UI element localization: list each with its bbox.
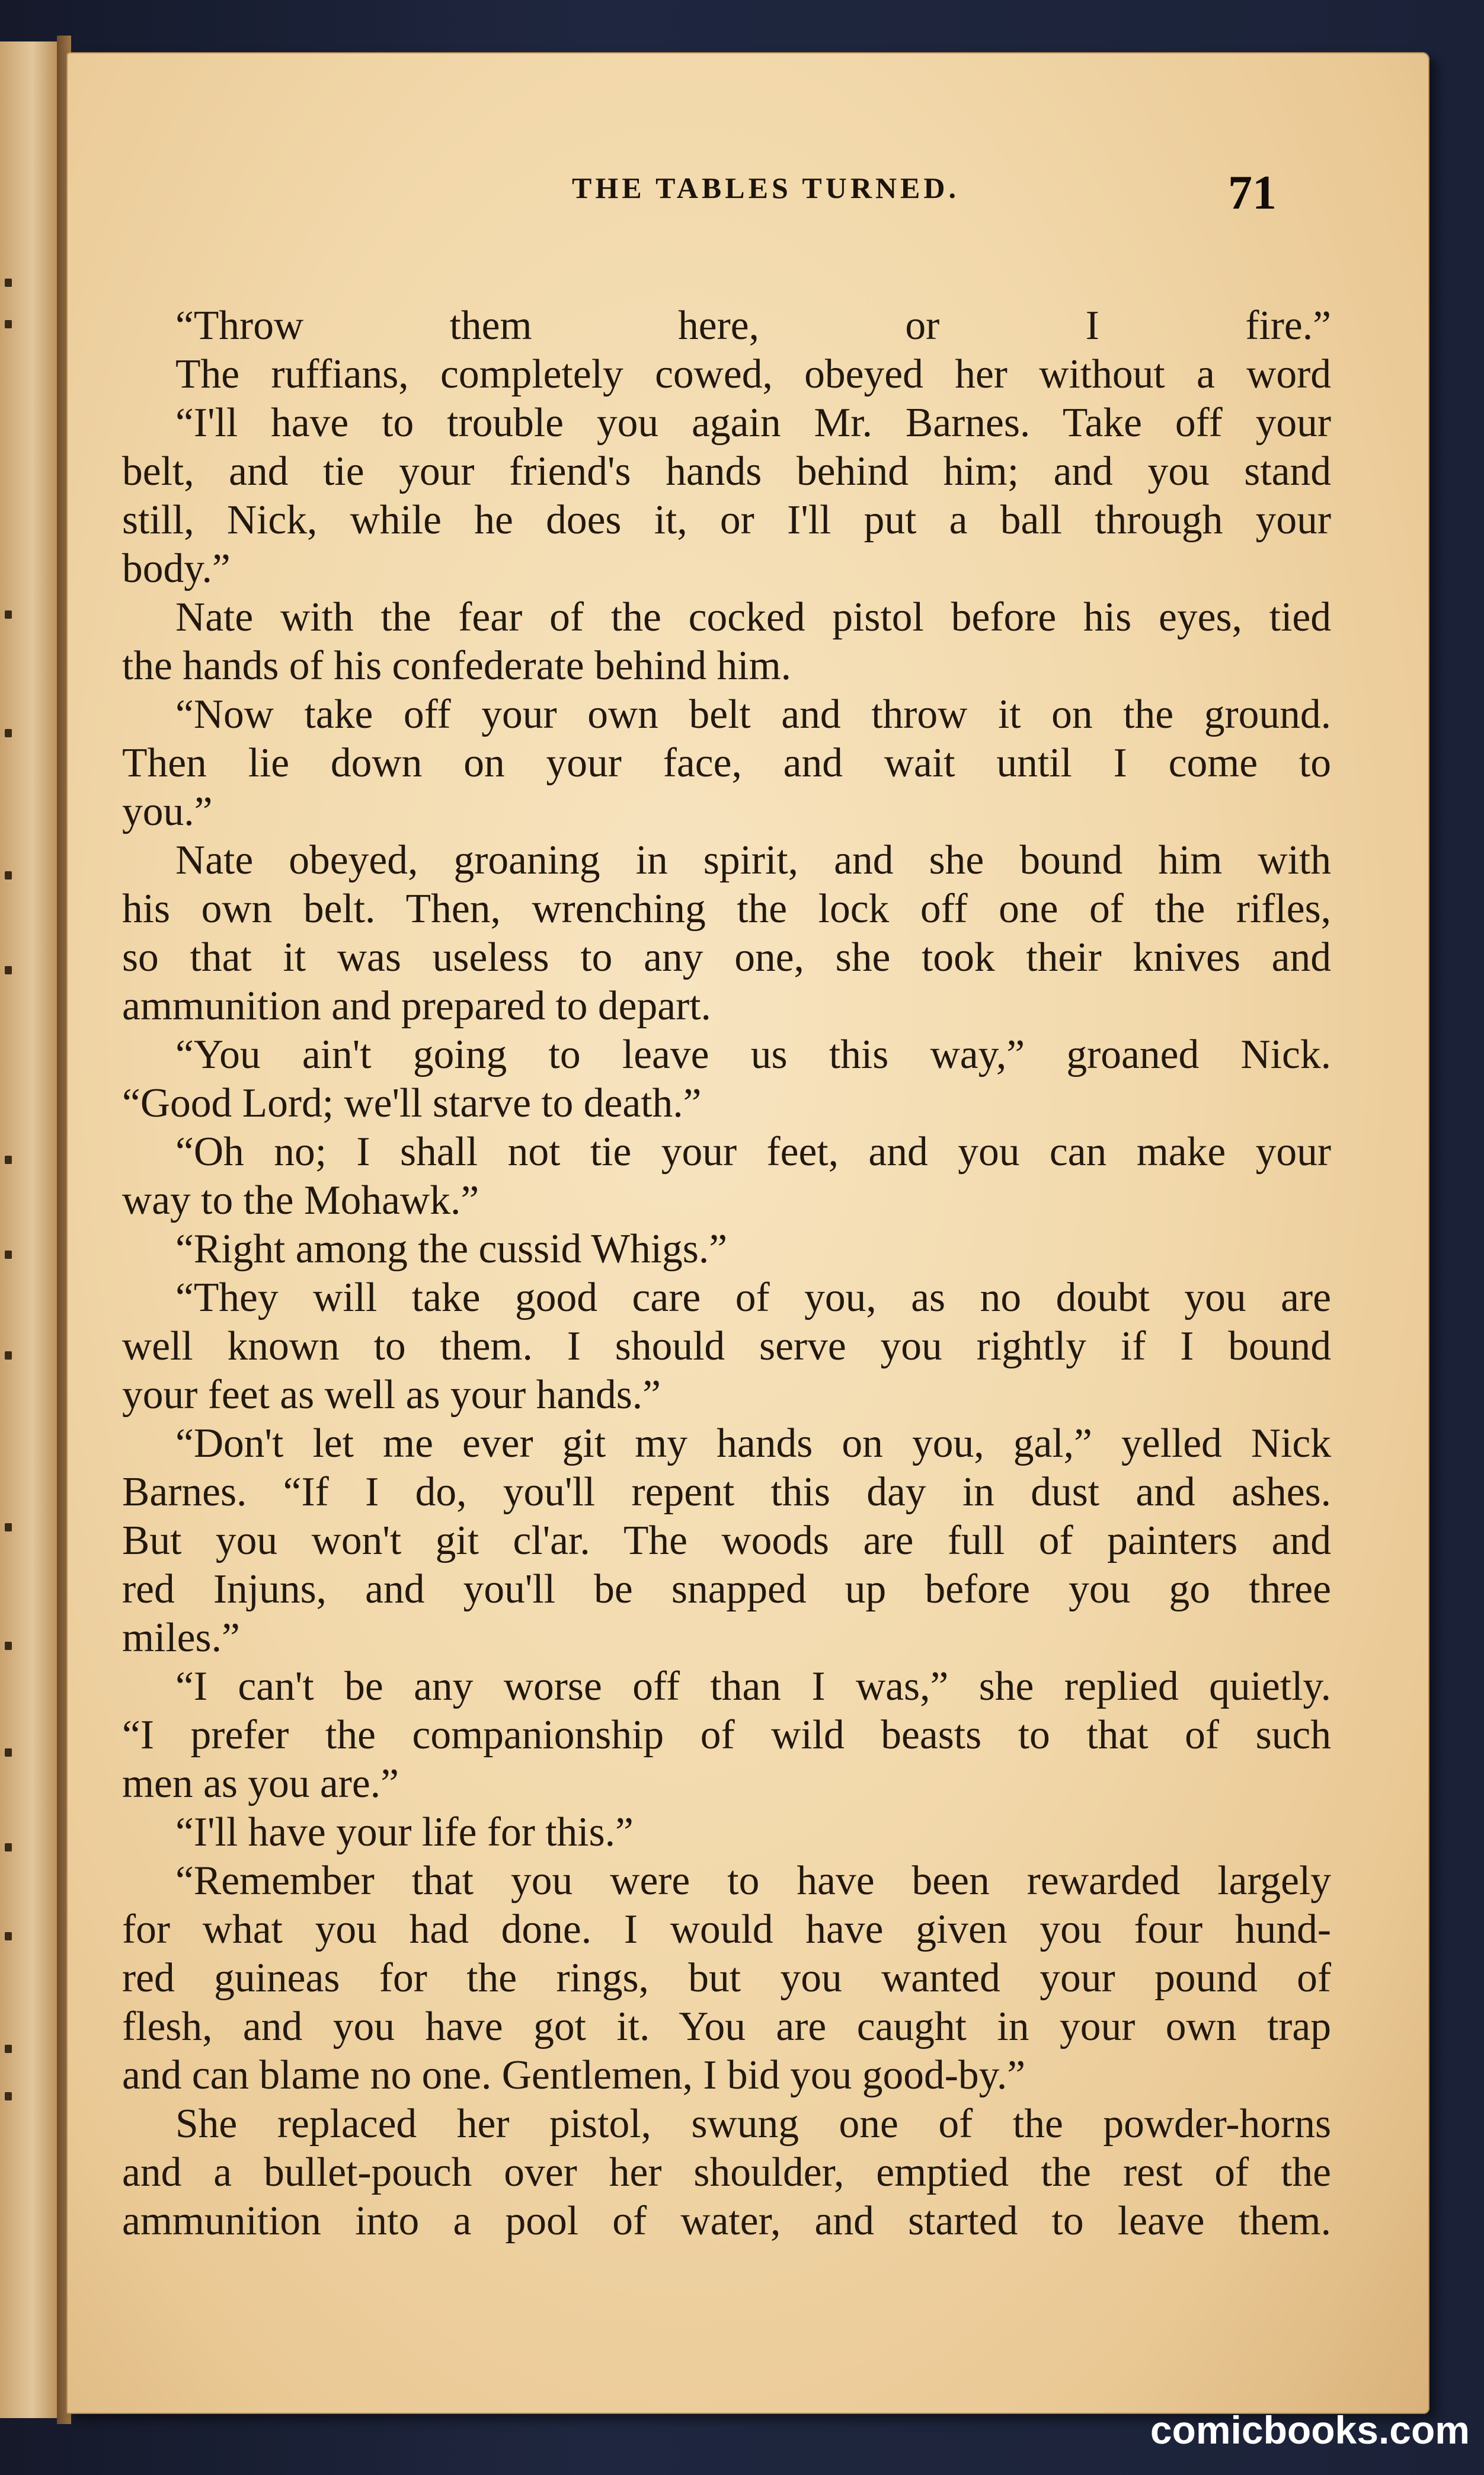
text-line: men as you are.” — [122, 1761, 399, 1806]
text-line: But you won't git cl'ar. The woods are full of painters and — [122, 1518, 1331, 1563]
text-line: “Now take off your own belt and throw it on the ground. — [175, 692, 1331, 737]
text-line: way to the Mohawk.” — [122, 1178, 479, 1223]
text-line: ammunition into a pool of water, and started to leave them. — [122, 2198, 1331, 2244]
book-page — [66, 52, 1429, 2414]
text-line: well known to them. I should serve you rightly if I bound — [122, 1323, 1331, 1369]
text-line: the hands of his confederate behind him. — [122, 643, 792, 689]
text-line: “I'll have to trouble you again Mr. Barnes. Take off your — [175, 400, 1331, 446]
page-number: 71 — [1228, 165, 1277, 219]
text-line: so that it was useless to any one, she took their knives and — [122, 935, 1331, 980]
text-line: ammunition and prepared to depart. — [122, 983, 711, 1029]
text-line: red Injuns, and you'll be snapped up before you go three — [122, 1566, 1331, 1612]
text-line: Nate obeyed, groaning in spirit, and she bound him with — [175, 837, 1331, 883]
text-line: The ruffians, completely cowed, obeyed her without a word — [175, 351, 1331, 397]
text-line: Barnes. “If I do, you'll repent this day in dust and ashes. — [122, 1469, 1331, 1515]
text-line: you.” — [122, 789, 213, 834]
text-line: “Oh no; I shall not tie your feet, and you can make your — [175, 1129, 1331, 1175]
text-line: belt, and tie your friend's hands behind him; and you stand — [122, 449, 1331, 494]
page-header — [66, 165, 1429, 224]
text-line: “Don't let me ever git my hands on you, gal,” yelled Nick — [175, 1421, 1331, 1466]
text-line: your feet as well as your hands.” — [122, 1372, 661, 1418]
text-line: his own belt. Then, wrenching the lock off one of the rifles, — [122, 886, 1331, 932]
text-line: Nate with the fear of the cocked pistol before his eyes, tied — [175, 594, 1331, 640]
text-line: “Good Lord; we'll starve to death.” — [122, 1080, 702, 1126]
body-text — [122, 301, 1331, 2316]
text-line: “Remember that you were to have been rewarded largely — [175, 1858, 1331, 1904]
text-line: miles.” — [122, 1615, 240, 1661]
text-line: flesh, and you have got it. You are caught in your own trap — [122, 2004, 1331, 2049]
previous-page-edge — [0, 41, 62, 2418]
text-line: “They will take good care of you, as no doubt you are — [175, 1275, 1331, 1320]
text-line: “I prefer the companionship of wild beasts to that of such — [122, 1712, 1331, 1758]
text-line: and a bullet-pouch over her shoulder, emptied the rest of the — [122, 2150, 1331, 2195]
text-line: She replaced her pistol, swung one of the powder-horns — [175, 2101, 1331, 2147]
text-line: “Right among the cussid Whigs.” — [175, 1226, 728, 1272]
text-line: Then lie down on your face, and wait until I come to — [122, 740, 1331, 786]
text-line: “I can't be any worse off than I was,” she replied quietly. — [175, 1664, 1331, 1709]
text-line: “I'll have your life for this.” — [175, 1809, 634, 1855]
text-line: red guineas for the rings, but you wanted your pound of — [122, 1955, 1331, 2001]
text-line: for what you had done. I would have given you four hund- — [122, 1907, 1331, 1952]
text-line: and can blame no one. Gentlemen, I bid you good-by.” — [122, 2052, 1026, 2098]
text-line: body.” — [122, 546, 231, 591]
text-line: still, Nick, while he does it, or I'll put a ball through your — [122, 497, 1331, 543]
text-line: “You ain't going to leave us this way,” groaned Nick. — [175, 1032, 1331, 1077]
text-line: “Throw them here, or I fire.” — [175, 303, 1331, 348]
running-head: THE TABLES TURNED. — [571, 171, 960, 204]
site-watermark: comicbooks.com — [1150, 2408, 1470, 2452]
